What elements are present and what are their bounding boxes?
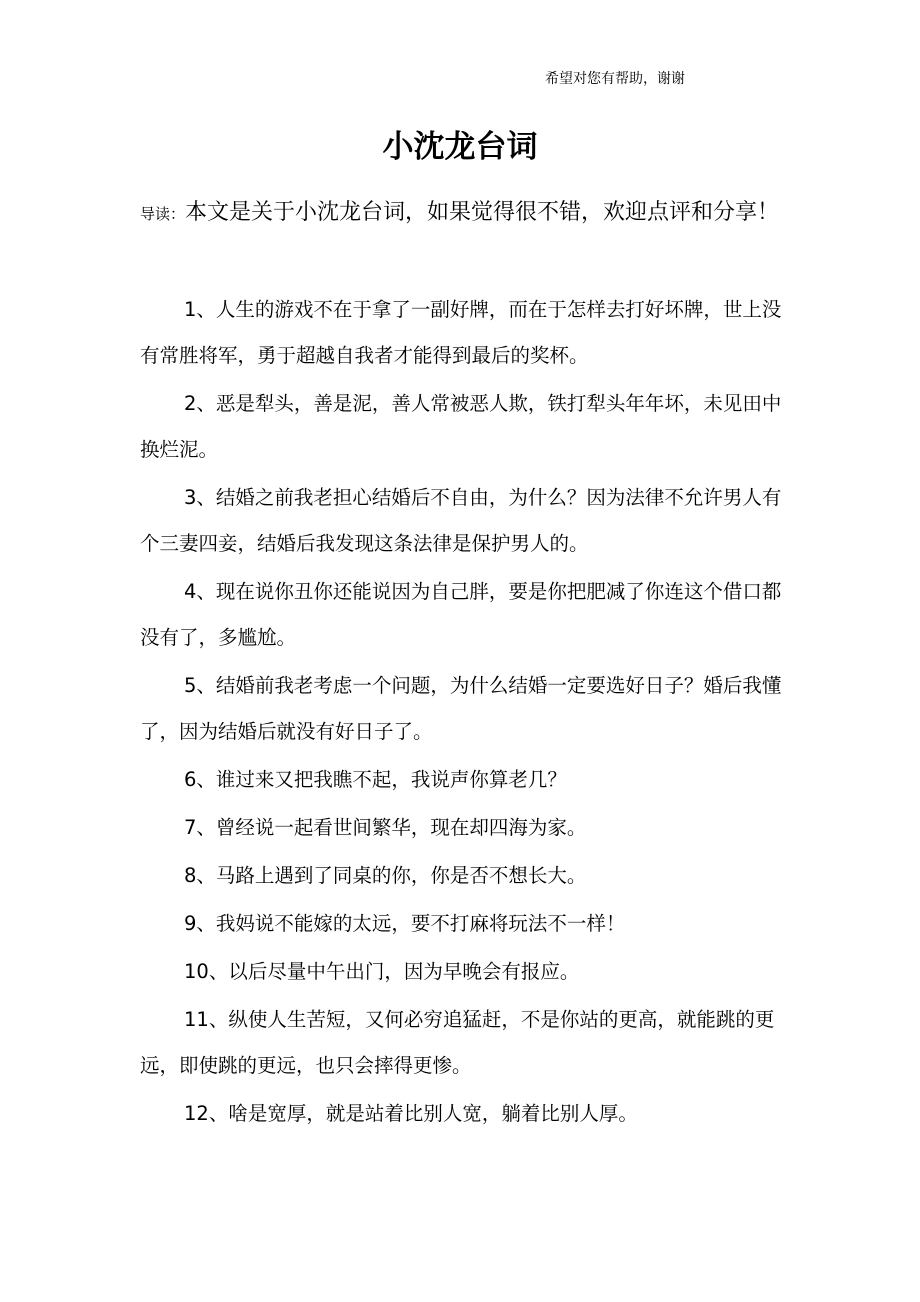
quote-item: 11、纵使人生苦短，又何必穷追猛赶，不是你站的更高，就能跳的更远，即使跳的更远，也只会摔得更惨。 (140, 1008, 775, 1077)
intro-label: 导读： (140, 205, 186, 223)
quote-item: 2、恶是犁头，善是泥，善人常被恶人欺，铁打犁头年年坏，未见田中换烂泥。 (140, 392, 782, 461)
quote-item: 8、马路上遇到了同桌的你，你是否不想长大。 (184, 864, 587, 887)
quote-item: 1、人生的游戏不在于拿了一副好牌，而在于怎样去打好坏牌，世上没有常胜将军，勇于超越自我者才能得到最后的奖杯。 (140, 298, 782, 367)
header-note: 希望对您有帮助，谢谢 (545, 71, 685, 87)
page-title: 小沈龙台词 (382, 129, 538, 165)
quote-item: 10、以后尽量中午出门，因为早晚会有报应。 (184, 960, 580, 983)
quote-list (140, 287, 785, 1139)
quote-item: 9、我妈说不能嫁的太远，要不打麻将玩法不一样！ (184, 912, 626, 935)
quote-item: 7、曾经说一起看世间繁华，现在却四海为家。 (184, 816, 587, 839)
quote-item: 3、结婚之前我老担心结婚后不自由，为什么？因为法律不允许男人有个三妻四妾，结婚后我发现这条法律是保护男人的。 (140, 486, 782, 555)
quote-item: 12、啥是宽厚，就是站着比别人宽，躺着比别人厚。 (184, 1102, 638, 1125)
quote-item: 5、结婚前我老考虑一个问题，为什么结婚一定要选好日子？婚后我懂了，因为结婚后就没有好日子了。 (140, 674, 782, 743)
intro-paragraph (140, 190, 790, 237)
intro-text: 本文是关于小沈龙台词，如果觉得很不错，欢迎点评和分享！ (185, 200, 780, 225)
quote-item: 6、谁过来又把我瞧不起，我说声你算老几？ (184, 768, 567, 791)
quote-item: 4、现在说你丑你还能说因为自己胖，要是你把肥减了你连这个借口都没有了，多尴尬。 (140, 580, 782, 649)
